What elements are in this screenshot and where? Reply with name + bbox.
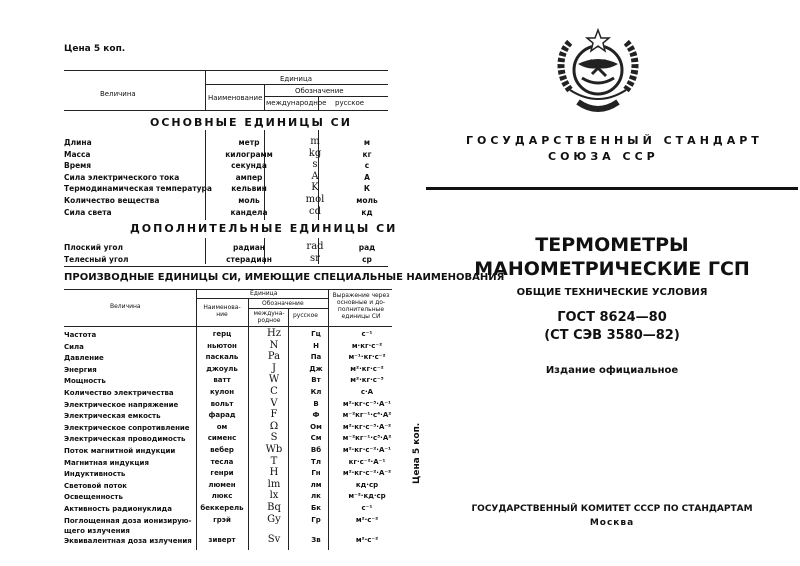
table-row — [64, 478, 394, 492]
unit-quantity: Эквивалентная доза излучения — [64, 537, 192, 546]
unit-quantity: Масса — [64, 149, 91, 159]
st-sev-number: (СТ СЭВ 3580—82) — [544, 328, 680, 343]
unit-expression: м²·кг·с⁻³ — [350, 376, 384, 385]
unit-quantity: Электрическое напряжение — [64, 400, 179, 409]
unit-name: ом — [216, 422, 228, 431]
table-row — [64, 362, 394, 376]
unit-expression: м²·кг·с⁻²·А⁻² — [342, 469, 392, 478]
unit-name: тесла — [210, 457, 234, 466]
unit-expression: м²·с⁻² — [355, 515, 379, 524]
section-supplementary: ДОПОЛНИТЕЛЬНЫЕ ЕДИНИЦЫ СИ — [130, 222, 398, 235]
t2-unit-header: Единица — [250, 290, 278, 297]
unit-quantity: Сила электрического тока — [64, 172, 180, 182]
unit-intl-symbol: H — [269, 467, 279, 479]
committee-label: ГОСУДАРСТВЕННЫЙ КОМИТЕТ СССР ПО СТАНДАРТАМ — [471, 504, 753, 514]
unit-intl-symbol: sr — [310, 253, 320, 264]
table-row — [64, 205, 384, 219]
standard-line-2: СОЮЗА ССР — [548, 150, 659, 163]
t1-quantity-header: Величина — [100, 90, 136, 98]
state-emblem — [548, 24, 648, 124]
unit-intl-symbol: S — [270, 432, 278, 444]
unit-intl-symbol: A — [311, 170, 319, 182]
unit-ru-symbol: Ф — [312, 411, 320, 420]
table-row — [64, 339, 394, 353]
unit-quantity: Освещенность — [64, 493, 123, 502]
t2-expression-header: Выражение через основные и до-полнительные единицы СИ — [332, 292, 390, 320]
unit-intl-symbol: lm — [267, 478, 281, 490]
t2-quantity-header: Величина — [110, 303, 141, 310]
unit-quantity: Электрическое сопротивление — [64, 423, 190, 432]
table-row — [64, 255, 384, 266]
table-row — [64, 469, 394, 480]
unit-ru-symbol: Зв — [311, 536, 321, 545]
edition-label: Издание официальное — [545, 365, 679, 376]
unit-ru-symbol: Гн — [311, 469, 321, 478]
unit-quantity: Индуктивность — [64, 470, 126, 479]
table-row — [64, 455, 394, 469]
unit-expression: м²·с⁻² — [355, 536, 379, 545]
unit-quantity: Поглощенная доза ионизирую-щего излучения — [64, 516, 192, 535]
gost-number: ГОСТ 8624—80 — [557, 310, 667, 325]
unit-expression: м·кг·с⁻² — [351, 341, 383, 350]
unit-quantity: Длина — [64, 138, 92, 147]
section-basic: ОСНОВНЫЕ ЕДИНИЦЫ СИ — [150, 116, 352, 129]
t2-designation-header: Обозначение — [262, 300, 304, 307]
unit-name: секунда — [231, 161, 267, 171]
t1-name-header: Наименование — [208, 94, 263, 102]
unit-expression: м²·кг·с⁻³·А⁻² — [342, 422, 392, 431]
unit-ru-symbol: Гц — [311, 330, 321, 338]
unit-quantity: Электрическая емкость — [64, 412, 161, 421]
unit-name: метр — [238, 138, 260, 147]
subtitle: ОБЩИЕ ТЕХНИЧЕСКИЕ УСЛОВИЯ — [516, 287, 708, 298]
t1-ru-header: русское — [335, 99, 365, 107]
unit-quantity: Активность радионуклида — [64, 505, 172, 513]
unit-name: герц — [212, 330, 232, 338]
unit-expression: м⁻²кг⁻¹·с³·А² — [342, 434, 392, 443]
unit-ru-symbol: Па — [310, 353, 322, 362]
unit-name: ампер — [235, 172, 263, 182]
unit-intl-symbol: Gy — [267, 513, 281, 525]
unit-intl-symbol: Ω — [269, 420, 279, 432]
unit-quantity: Термодинамическая температура — [64, 184, 212, 194]
table-row — [64, 536, 394, 547]
title-line-2: МАНОМЕТРИЧЕСКИЕ ГСП — [474, 258, 750, 280]
unit-intl-symbol: cd — [308, 205, 321, 217]
unit-quantity: Энергия — [64, 365, 97, 374]
unit-intl-symbol: kg — [308, 147, 322, 159]
unit-intl-symbol: rad — [306, 241, 324, 252]
unit-name: килограмм — [225, 149, 273, 159]
unit-intl-symbol: Wb — [265, 444, 283, 455]
unit-ru-symbol: лм — [310, 480, 322, 489]
title-line-1: ТЕРМОМЕТРЫ — [535, 234, 689, 256]
table-row — [64, 446, 394, 457]
unit-ru-symbol: К — [363, 184, 371, 194]
side-price-label: Цена 5 коп. — [412, 422, 422, 484]
unit-name: беккерель — [200, 504, 244, 512]
unit-intl-symbol: Pa — [267, 351, 281, 363]
unit-expression: м⁻¹·кг·с⁻² — [348, 353, 386, 362]
unit-intl-symbol: lx — [269, 490, 279, 502]
unit-quantity: Плоский угол — [64, 243, 124, 252]
section-derived: ПРОИЗВОДНЫЕ ЕДИНИЦЫ СИ, ИМЕЮЩИЕ СПЕЦИАЛЬНЫЕ НАИМЕНОВАНИЯ — [64, 272, 505, 283]
unit-quantity: Количество электричества — [64, 389, 174, 397]
unit-intl-symbol: V — [270, 397, 278, 409]
unit-ru-symbol: рад — [358, 243, 376, 252]
unit-ru-symbol: м — [363, 138, 371, 147]
unit-ru-symbol: лк — [311, 492, 321, 501]
unit-quantity: Поток магнитной индукции — [64, 447, 176, 455]
unit-expression: кд·ср — [355, 480, 379, 489]
unit-expression: м²·кг·с⁻³·А⁻¹ — [342, 399, 392, 408]
unit-ru-symbol: Бк — [310, 504, 322, 512]
unit-intl-symbol: T — [270, 455, 278, 467]
standard-line-1: ГОСУДАРСТВЕННЫЙ СТАНДАРТ — [466, 134, 763, 147]
unit-intl-symbol: N — [269, 339, 279, 351]
unit-name: ньютон — [207, 341, 237, 350]
unit-expression: кг·с⁻²·А⁻¹ — [348, 457, 386, 466]
unit-expression: м²·кг·с⁻² — [350, 364, 384, 373]
unit-name: моль — [238, 196, 260, 205]
unit-intl-symbol: Hz — [267, 328, 281, 339]
unit-ru-symbol: Дж — [309, 364, 323, 373]
unit-name: кулон — [209, 388, 235, 396]
unit-name: люкс — [211, 492, 233, 501]
unit-expression: с·А — [360, 388, 374, 396]
unit-name: кельвин — [231, 184, 267, 194]
unit-quantity: Количество вещества — [64, 196, 160, 205]
unit-ru-symbol: См — [310, 434, 322, 443]
t1-intl-header: международное — [266, 99, 327, 107]
unit-name: паскаль — [205, 353, 239, 362]
unit-name: вольт — [210, 399, 234, 408]
unit-ru-symbol: В — [313, 399, 319, 408]
unit-quantity: Мощность — [64, 377, 106, 386]
unit-expression: с⁻¹ — [361, 330, 373, 338]
t2-ru-header: русское — [293, 312, 318, 319]
unit-intl-symbol: mol — [305, 194, 325, 205]
unit-quantity: Электрическая проводимость — [64, 435, 186, 444]
unit-intl-symbol: Bq — [267, 502, 281, 513]
city-label: Москва — [589, 518, 635, 528]
unit-intl-symbol: m — [310, 136, 320, 147]
unit-ru-symbol: Н — [313, 341, 319, 350]
unit-ru-symbol: Вб — [310, 446, 322, 454]
unit-name: грэй — [213, 515, 231, 524]
t2-name-header: Наименова-ние — [203, 304, 241, 318]
unit-name: фарад — [208, 411, 236, 420]
table-row — [64, 492, 394, 503]
unit-expression: м⁻²кг⁻¹·с⁴·А² — [342, 411, 392, 420]
unit-intl-symbol: F — [270, 409, 278, 421]
unit-ru-symbol: Кл — [310, 388, 322, 396]
unit-name: генри — [210, 469, 234, 478]
price-label: Цена 5 коп. — [64, 44, 126, 54]
table-row — [64, 504, 394, 515]
table-row — [64, 388, 394, 399]
table-row — [64, 397, 394, 411]
unit-intl-symbol: C — [270, 386, 278, 397]
unit-ru-symbol: Гр — [311, 515, 321, 524]
unit-quantity: Время — [64, 161, 92, 171]
table-row — [64, 411, 394, 422]
unit-name: вебер — [210, 446, 234, 454]
unit-name: зиверт — [208, 536, 236, 545]
unit-name: сименс — [207, 434, 237, 443]
unit-quantity: Телесный угол — [64, 255, 129, 264]
unit-name: радиан — [233, 243, 265, 252]
unit-intl-symbol: J — [271, 362, 276, 374]
unit-intl-symbol: Sv — [267, 534, 281, 546]
unit-quantity: Световой поток — [64, 481, 128, 490]
table-row — [64, 434, 394, 445]
table-row — [64, 420, 394, 434]
unit-name: кандела — [230, 207, 268, 217]
t2-intl-header: междуна-родное — [253, 310, 285, 324]
unit-quantity: Магнитная индукция — [64, 458, 149, 467]
unit-ru-symbol: Ом — [310, 422, 322, 431]
unit-intl-symbol: K — [311, 182, 319, 194]
unit-intl-symbol: s — [312, 159, 318, 171]
table-row — [64, 330, 394, 341]
table-row — [64, 513, 394, 535]
table-row — [64, 376, 394, 387]
unit-quantity: Сила — [64, 342, 84, 351]
unit-quantity: Частота — [64, 331, 97, 339]
unit-ru-symbol: кд — [361, 207, 373, 217]
unit-name: стерадиан — [226, 255, 272, 264]
unit-name: люмен — [208, 480, 236, 489]
unit-name: ватт — [213, 376, 231, 385]
unit-expression: м⁻²·кд·ср — [348, 492, 386, 501]
unit-expression: м²·кг·с⁻²·А⁻¹ — [342, 446, 392, 454]
unit-ru-symbol: Вт — [311, 376, 321, 385]
unit-ru-symbol: с — [364, 161, 370, 171]
unit-ru-symbol: Тл — [311, 457, 321, 466]
unit-ru-symbol: кг — [362, 149, 372, 159]
table-row — [64, 353, 394, 364]
t1-unit-header: Единица — [280, 75, 312, 83]
unit-ru-symbol: А — [364, 172, 370, 182]
t1-designation-header: Обозначение — [295, 87, 344, 95]
unit-quantity: Давление — [64, 354, 104, 363]
unit-intl-symbol: W — [268, 374, 280, 386]
unit-ru-symbol: моль — [356, 196, 378, 205]
unit-quantity: Сила света — [64, 207, 112, 217]
unit-expression: с⁻¹ — [361, 504, 373, 512]
unit-name: джоуль — [206, 364, 238, 373]
unit-ru-symbol: ср — [362, 255, 372, 264]
